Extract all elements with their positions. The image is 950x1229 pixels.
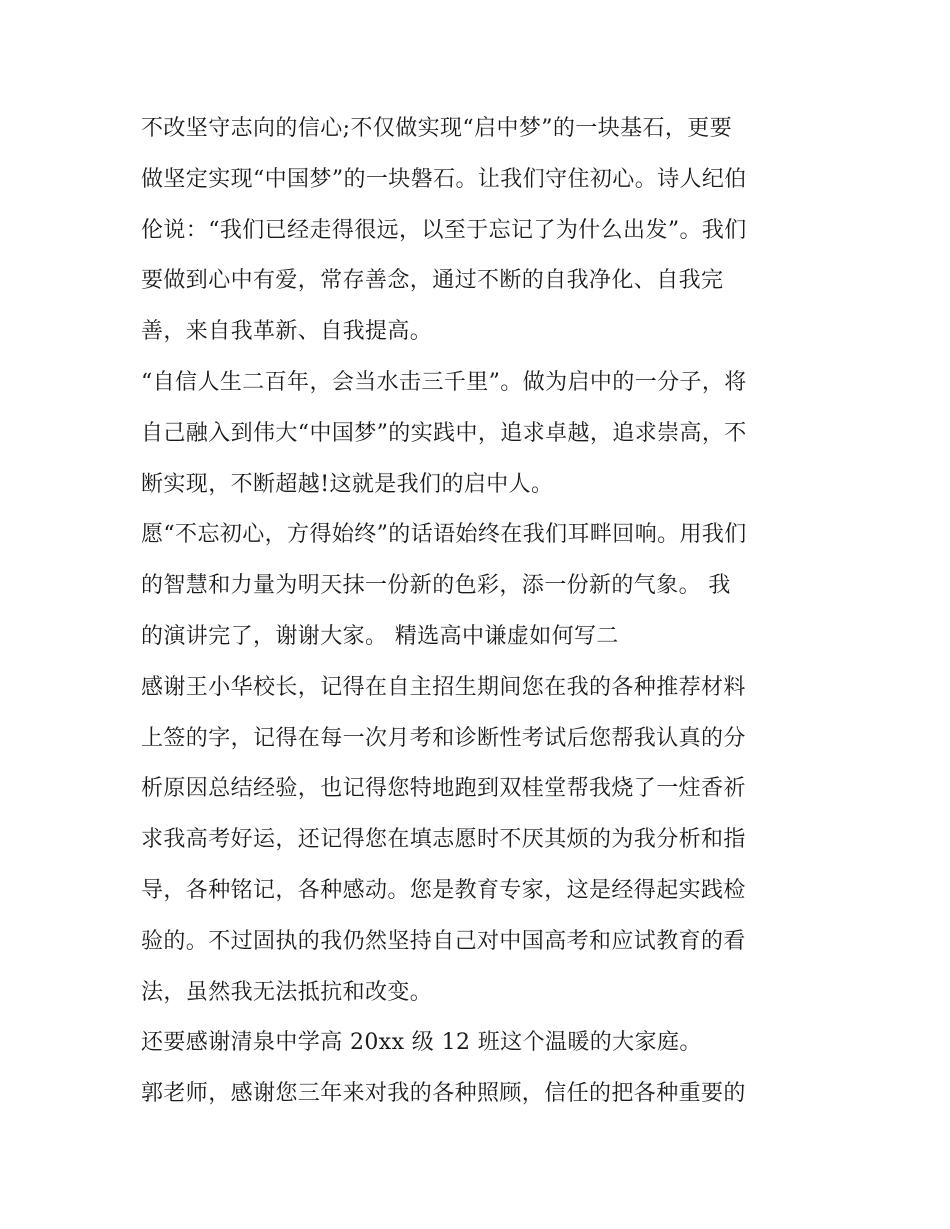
text-line: 伦说：“我们已经走得很远，以至于忘记了为什么出发”。我们 bbox=[141, 217, 747, 243]
text-line: 还要感谢清泉中学高 20xx 级 12 班这个温暖的大家庭。 bbox=[141, 1030, 702, 1056]
text-line: 验的。不过固执的我仍然坚持自己对中国高考和应试教育的看 bbox=[141, 928, 746, 954]
text-line: 断实现，不断超越!这就是我们的启中人。 bbox=[141, 471, 554, 497]
text-line: 自己融入到伟大“中国梦”的实践中，追求卓越，追求崇高，不 bbox=[141, 420, 747, 446]
text-line: 愿“不忘初心，方得始终”的话语始终在我们耳畔回响。用我们 bbox=[141, 522, 747, 548]
text-line: 不改坚守志向的信心;不仅做实现“启中梦”的一块基石，更要 bbox=[141, 116, 733, 141]
text-line: 感谢王小华校长，记得在自主招生期间您在我的各种推荐材料 bbox=[141, 674, 746, 700]
document-body bbox=[141, 104, 821, 1120]
text-line: 析原因总结经验，也记得您特地跑到双桂堂帮我烧了一炷香祈 bbox=[141, 776, 746, 802]
text-line: 法，虽然我无法抵抗和改变。 bbox=[141, 979, 433, 1005]
text-line: “自信人生二百年，会当水击三千里”。做为启中的一分子，将 bbox=[141, 369, 747, 395]
text-line: 求我高考好运，还记得您在填志愿时不厌其烦的为我分析和指 bbox=[141, 827, 746, 853]
text-line: 做坚定实现“中国梦”的一块磐石。让我们守住初心。诗人纪伯 bbox=[141, 166, 747, 192]
text-line: 要做到心中有爱，常存善念，通过不断的自我净化、自我完 bbox=[141, 268, 724, 294]
text-line: 的智慧和力量为明天抹一份新的色彩，添一份新的气象。 我 bbox=[141, 573, 731, 599]
text-line: 导，各种铭记，各种感动。您是教育专家，这是经得起实践检 bbox=[141, 877, 746, 903]
text-line: 上签的字，记得在每一次月考和诊断性考试后您帮我认真的分 bbox=[141, 725, 746, 751]
text-line: 的演讲完了，谢谢大家。 精选高中谦虚如何写二 bbox=[141, 623, 619, 649]
text-line: 郭老师，感谢您三年来对我的各种照顾，信任的把各种重要的 bbox=[141, 1081, 746, 1107]
text-line: 善，来自我革新、自我提高。 bbox=[141, 319, 433, 345]
